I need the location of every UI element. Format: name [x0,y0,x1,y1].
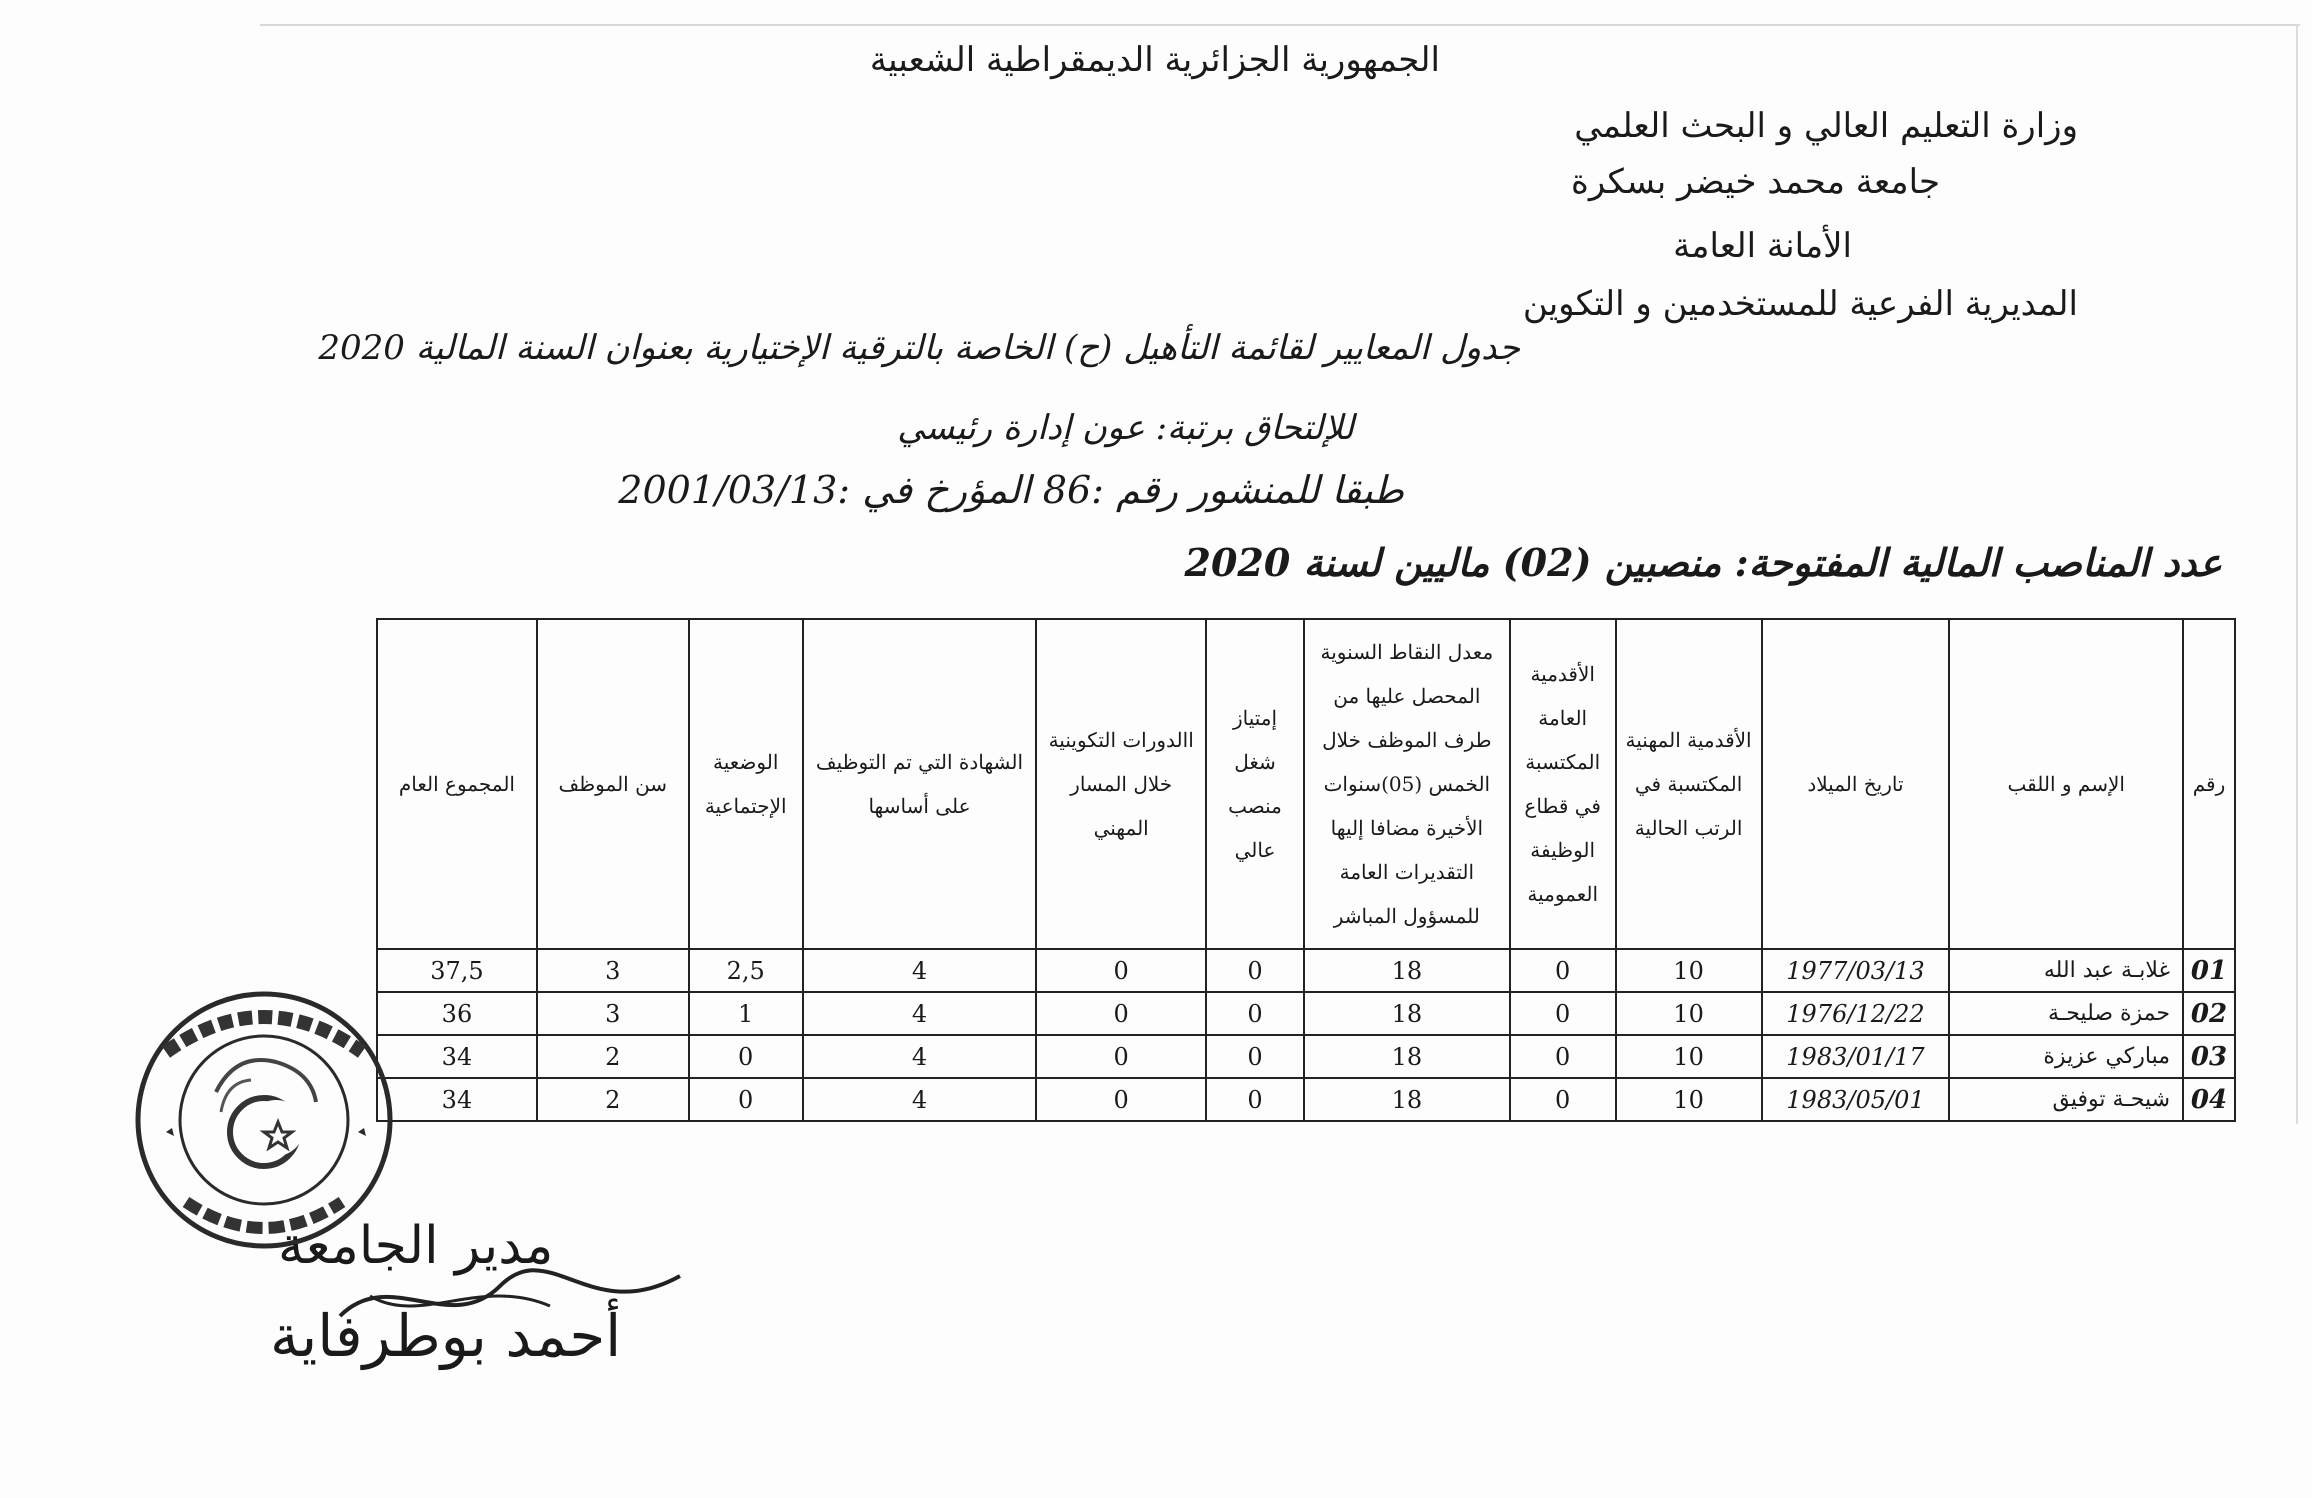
diploma-score: 4 [803,992,1037,1035]
subdirectorate-heading: المديرية الفرعية للمستخدمين و التكوين [1522,284,2078,324]
table-row [377,1078,2235,1121]
diploma-score: 4 [803,1035,1037,1078]
column-header: إمتياز شغل منصب عالي [1206,619,1304,949]
grade-seniority: 10 [1616,992,1762,1035]
employee-age: 3 [537,949,689,992]
open-positions-line: عدد المناصب المالية المفتوحة: منصبين (02) ماليين لسنة 2020 [1184,540,2222,585]
scan-right-edge [2296,24,2298,1124]
social-status: 0 [689,1035,803,1078]
public-service-seniority: 0 [1510,1035,1616,1078]
employee-name: حمزة صليحـة [1949,992,2183,1035]
republic-heading: الجمهورية الجزائرية الديمقراطية الشعبية [869,40,1440,80]
employee-age: 2 [537,1035,689,1078]
training-courses: 0 [1036,1078,1206,1121]
total-score: 34 [377,1078,537,1121]
table-row [377,992,2235,1035]
column-header: الوضعية الإجتماعية [689,619,803,949]
training-courses: 0 [1036,992,1206,1035]
column-header: معدل النقاط السنوية المحصل عليها من طرف الموظف خلال الخمس (05)سنوات الأخيرة مضافا إليها التقديرات العامة للمسؤول المباشر [1304,619,1510,949]
public-service-seniority: 0 [1510,992,1616,1035]
total-score: 36 [377,992,537,1035]
row-number: 04 [2183,1078,2235,1121]
column-header: المجموع العام [377,619,537,949]
diploma-score: 4 [803,949,1037,992]
row-number: 03 [2183,1035,2235,1078]
birth-date: 1983/01/17 [1762,1035,1950,1078]
public-service-seniority: 0 [1510,1078,1616,1121]
grade-line: للإلتحاق برتبة: عون إدارة رئيسي [897,408,1354,448]
public-service-seniority: 0 [1510,949,1616,992]
employee-age: 2 [537,1078,689,1121]
senior-post-bonus: 0 [1206,1035,1304,1078]
annual-score: 18 [1304,992,1510,1035]
scan-top-edge [260,24,2300,26]
column-header: الأقدمية العامة المكتسبة في قطاع الوظيفة العمومية [1510,619,1616,949]
table-row [377,1035,2235,1078]
senior-post-bonus: 0 [1206,1078,1304,1121]
grade-seniority: 10 [1616,1035,1762,1078]
diploma-score: 4 [803,1078,1037,1121]
birth-date: 1977/03/13 [1762,949,1950,992]
social-status: 0 [689,1078,803,1121]
grade-seniority: 10 [1616,949,1762,992]
column-header: الأقدمية المهنية المكتسبة في الرتب الحالية [1616,619,1762,949]
grade-seniority: 10 [1616,1078,1762,1121]
column-header: رقم [2183,619,2235,949]
employee-age: 3 [537,992,689,1035]
table-header-row [377,619,2235,949]
annual-score: 18 [1304,1035,1510,1078]
row-number: 02 [2183,992,2235,1035]
annual-score: 18 [1304,1078,1510,1121]
university-heading: جامعة محمد خيضر بسكرة [1571,162,1940,202]
row-number: 01 [2183,949,2235,992]
birth-date: 1976/12/22 [1762,992,1950,1035]
total-score: 37,5 [377,949,537,992]
social-status: 1 [689,992,803,1035]
senior-post-bonus: 0 [1206,949,1304,992]
director-title: مدير الجامعة [278,1216,554,1276]
column-header: االدورات التكوينية خلال المسار المهني [1036,619,1206,949]
circular-reference: طبقا للمنشور رقم :86 المؤرخ في :2001/03/13 [618,468,1404,512]
secretariat-heading: الأمانة العامة [1673,226,1852,266]
director-name: أحمد بوطرفاية [270,1302,622,1370]
annual-score: 18 [1304,949,1510,992]
social-status: 2,5 [689,949,803,992]
senior-post-bonus: 0 [1206,992,1304,1035]
column-header: تاريخ الميلاد [1762,619,1950,949]
column-header: الإسم و اللقب [1949,619,2183,949]
training-courses: 0 [1036,1035,1206,1078]
criteria-table [376,618,2236,1122]
birth-date: 1983/05/01 [1762,1078,1950,1121]
employee-name: غلابـة عبد الله [1949,949,2183,992]
column-header: الشهادة التي تم التوظيف على أساسها [803,619,1037,949]
employee-name: شيحـة توفيق [1949,1078,2183,1121]
table-row [377,949,2235,992]
training-courses: 0 [1036,949,1206,992]
employee-name: مباركي عزيزة [1949,1035,2183,1078]
column-header: سن الموظف [537,619,689,949]
ministry-heading: وزارة التعليم العالي و البحث العلمي [1574,106,2078,146]
total-score: 34 [377,1035,537,1078]
document-title: جدول المعايير لقائمة التأهيل (ح) الخاصة بالترقية الإختيارية بعنوان السنة المالية 2020 [318,328,1520,368]
